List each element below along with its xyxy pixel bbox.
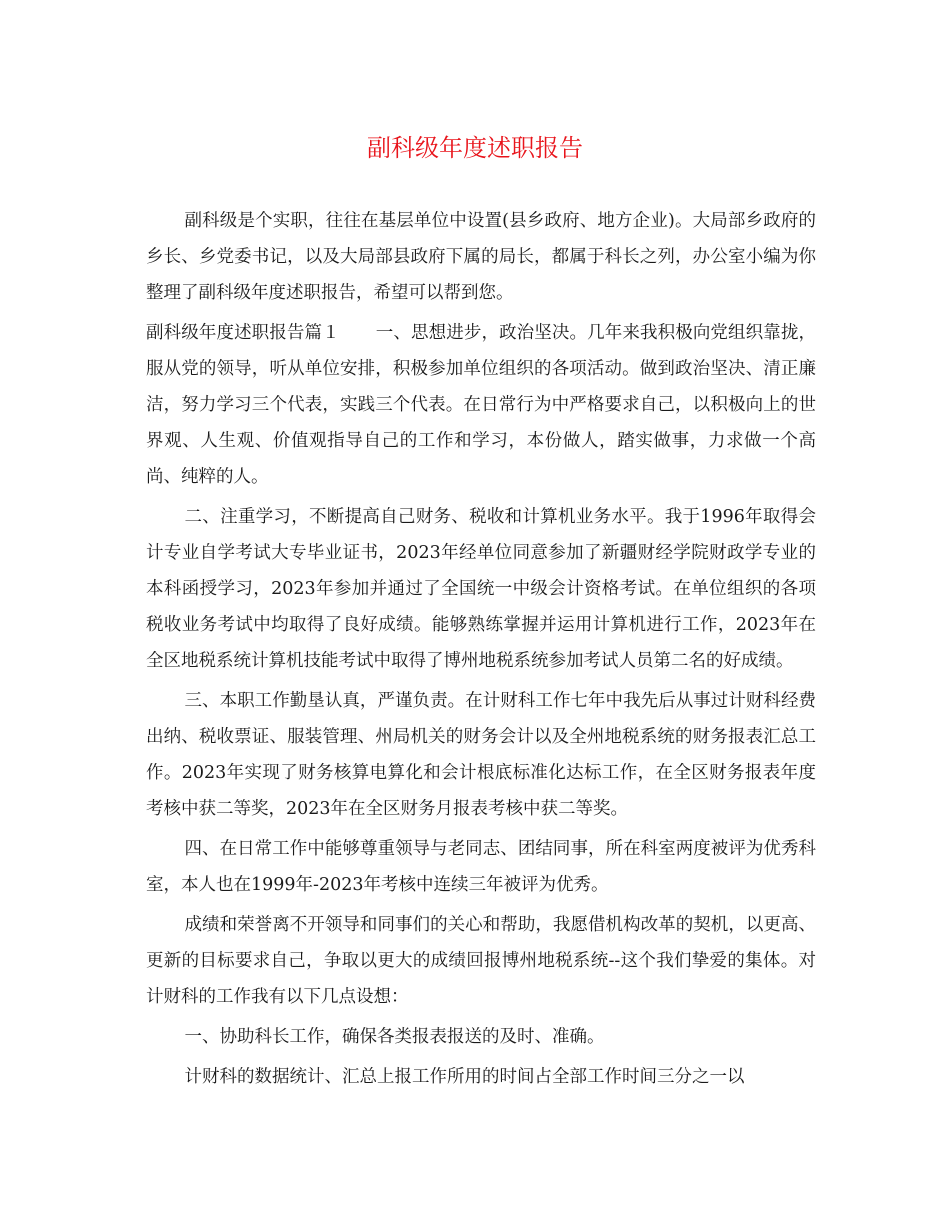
section-paragraph-5: 成绩和荣誉离不开领导和同事们的关心和帮助，我愿借机构改革的契机，以更高、更新的目标要求自己，争取以更大的成绩回报博州地税系统--这个我们挚爱的集体。对计财科的工作我有以下几点设想： — [146, 915, 816, 1007]
section-paragraph-1 — [146, 315, 816, 495]
paragraph-text: 一、思想进步，政治坚决。几年来我积极向党组织靠拢，服从党的领导，听从单位安排，积极参加单位组织的各项活动。做到政治坚决、清正廉洁，努力学习三个代表，实践三个代表。在日常行为中严格要求自己，以积极向上的世界观、人生观、价值观指导自己的工作和学习，本份做人，踏实做事，力求做一个高尚、纯粹的人。 — [146, 323, 817, 487]
section-paragraph-2: 二、注重学习，不断提高自己财务、税收和计算机业务水平。我于1996年取得会计专业自学考试大专毕业证书，2023年经单位同意参加了新疆财经学院财政学专业的本科函授学习，2023年参加并通过了全国统一中级会计资格考试。在单位组织的各项税收业务考试中均取得了良好成绩。能够熟练掌握并运用计算机进行工作，2023年在全区地税系统计算机技能考试中取得了博州地税系统参加考试人员第二名的好成绩。 — [146, 507, 816, 671]
section-paragraph-6: 一、协助科长工作，确保各类报表报送的及时、准确。 — [184, 1027, 605, 1047]
document-title: 副科级年度述职报告 — [367, 134, 583, 162]
section-paragraph-7: 计财科的数据统计、汇总上报工作所用的时间占全部工作时间三分之一以 — [184, 1067, 745, 1087]
document-body — [146, 203, 816, 1099]
intro-paragraph: 副科级是个实职，往往在基层单位中设置(县乡政府、地方企业)。大局部乡政府的乡长、乡党委书记，以及大局部县政府下属的局长，都属于科长之列，办公室小编为你整理了副科级年度述职报告，希望可以帮到您。 — [146, 211, 816, 303]
section-label: 副科级年度述职报告篇１ — [146, 323, 340, 343]
section-paragraph-3: 三、本职工作勤垦认真，严谨负责。在计财科工作七年中我先后从事过计财科经费出纳、税收票证、服装管理、州局机关的财务会计以及全州地税系统的财务报表汇总工作。2023年实现了财务核算电算化和会计根底标准化达标工作，在全区财务报表年度考核中获二等奖，2023年在全区财务月报表考核中获二等奖。 — [146, 691, 816, 819]
section-paragraph-4: 四、在日常工作中能够尊重领导与老同志、团结同事，所在科室两度被评为优秀科室，本人也在1999年-2023年考核中连续三年被评为优秀。 — [146, 839, 816, 895]
